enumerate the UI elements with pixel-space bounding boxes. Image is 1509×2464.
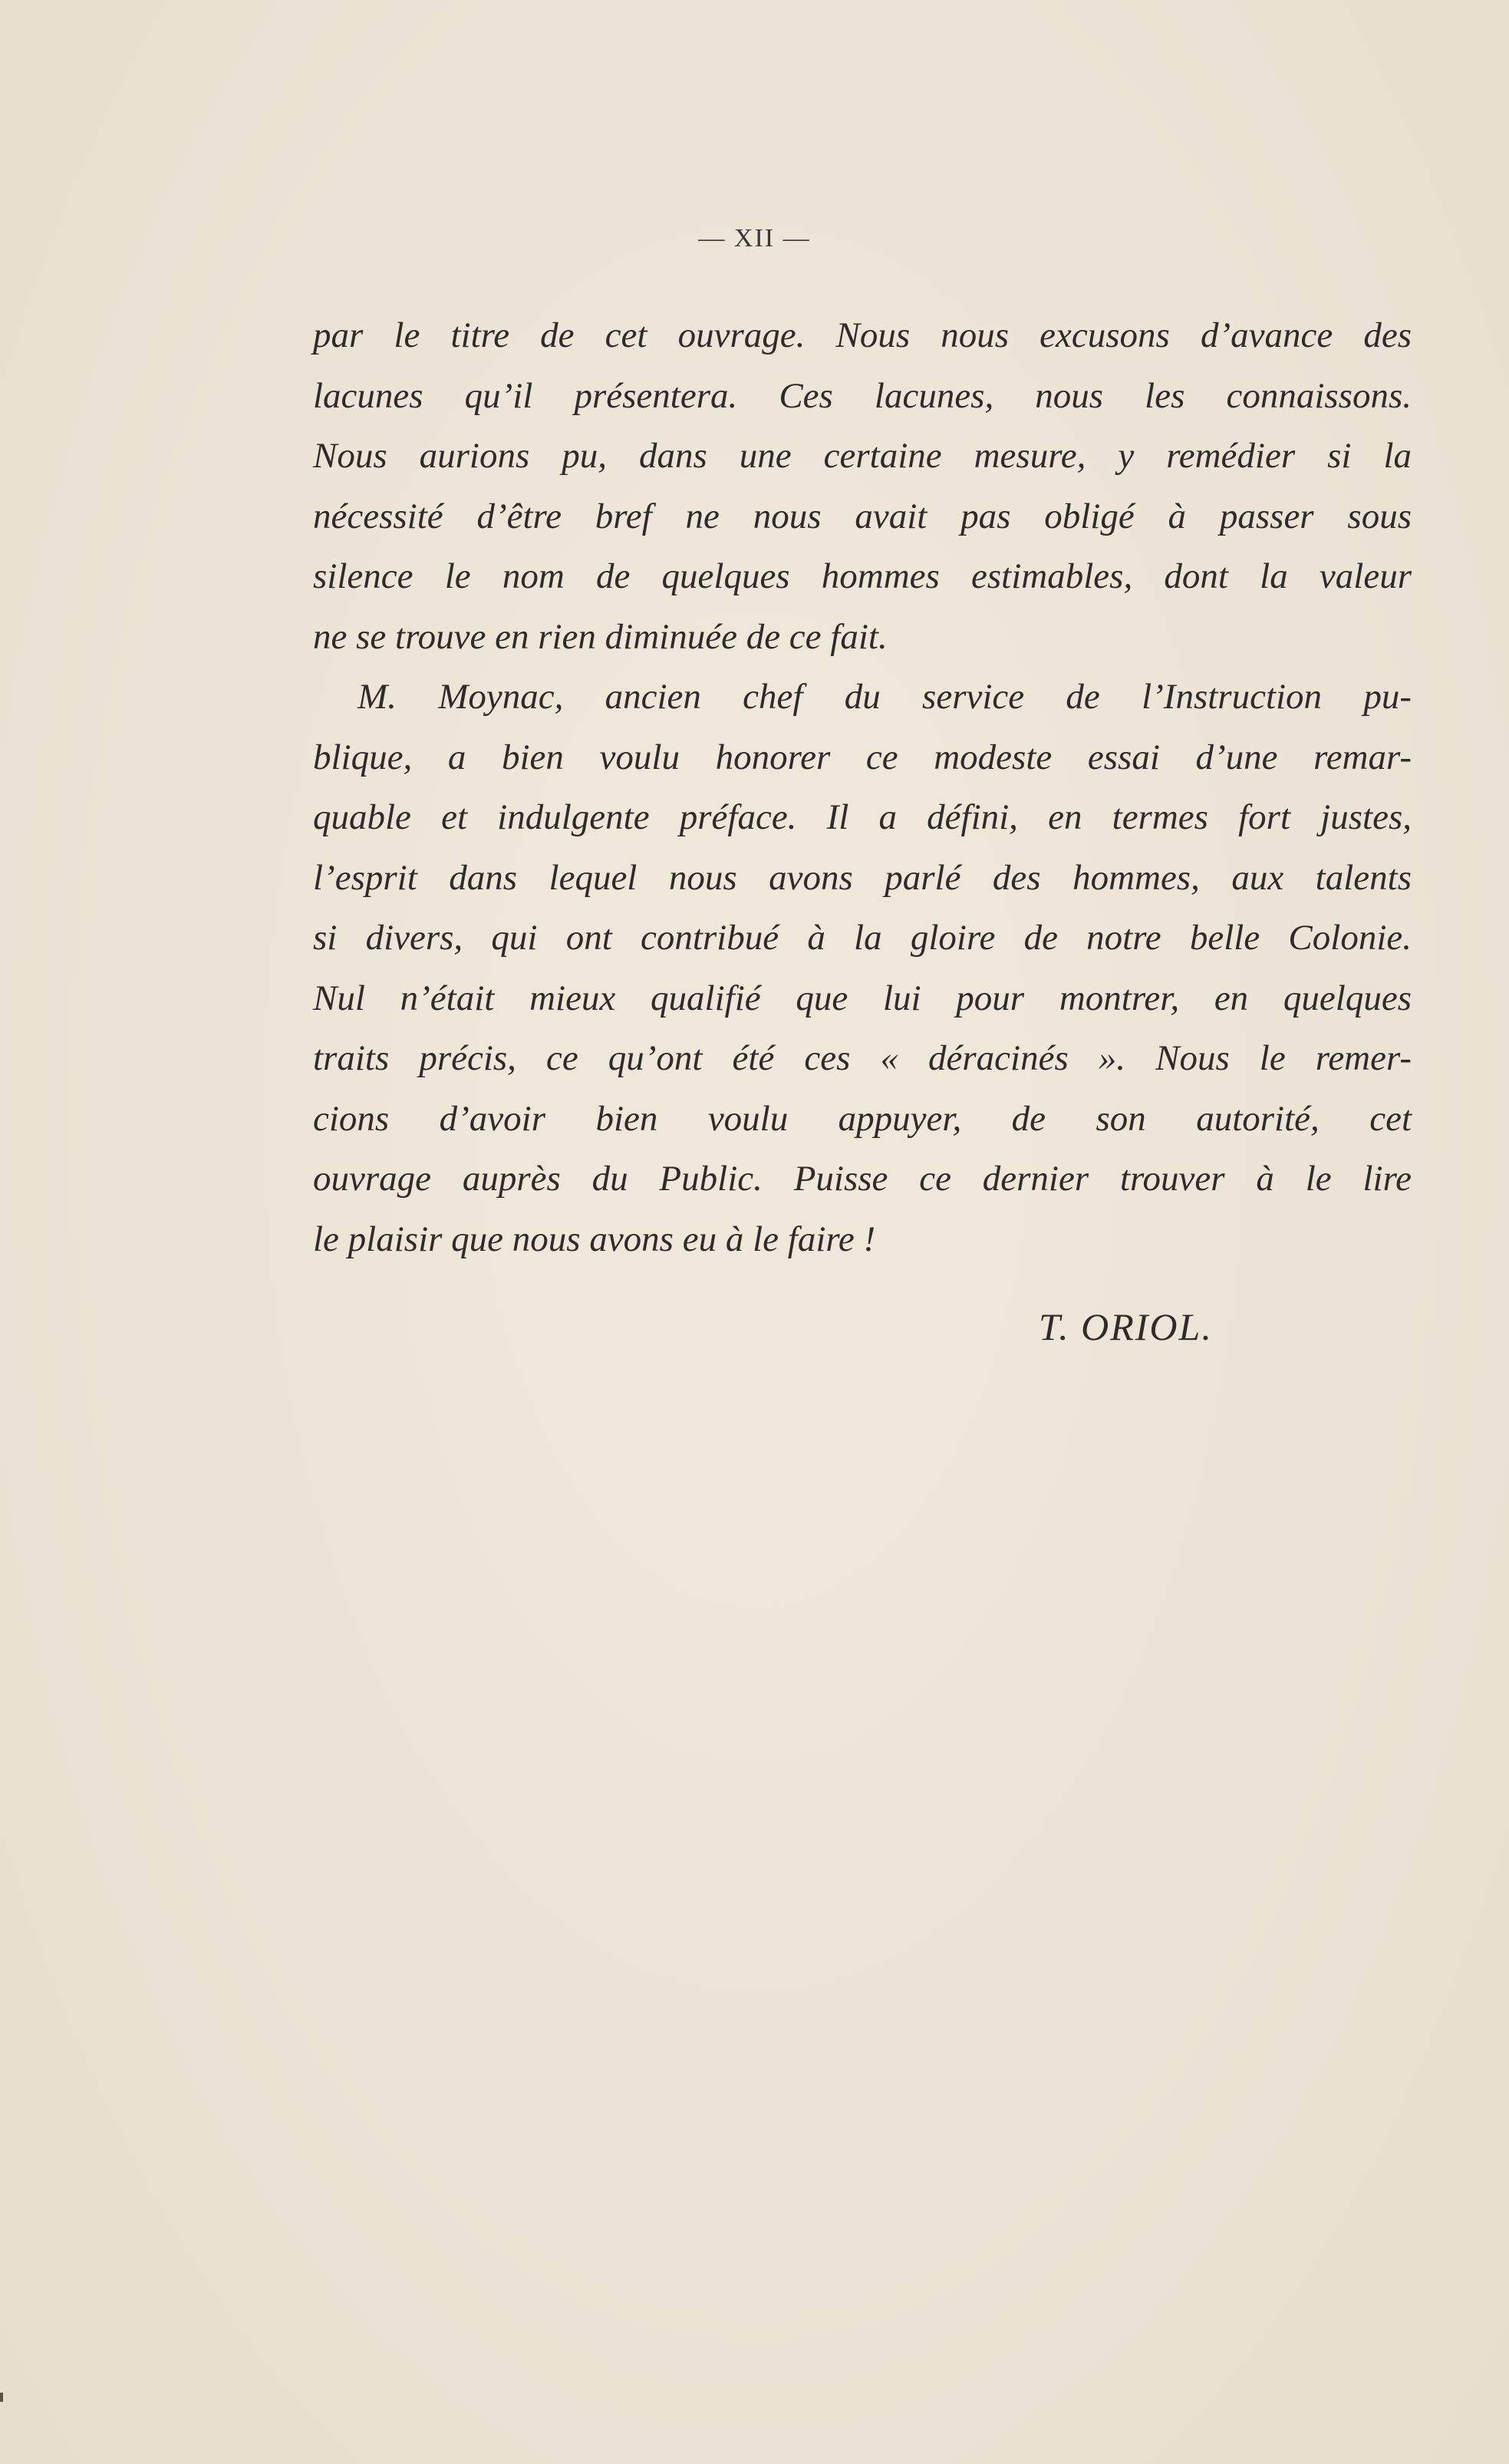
scan-edge-mark (0, 2393, 3, 2402)
text-line: lacunes qu’il présentera. Ces lacunes, nous les connaissons. (313, 375, 1412, 416)
text-line: quable et indulgente préface. Il a défini, en termes fort justes, (313, 797, 1412, 837)
paragraph-1 (313, 305, 1412, 667)
author-signature: T. ORIOL. (1039, 1305, 1213, 1348)
text-line: ne se trouve en rien diminuée de ce fait. (313, 616, 888, 657)
text-line: nécessité d’être bref ne nous avait pas obligé à passer sous (313, 496, 1412, 536)
body-text (313, 305, 1412, 1269)
text-line: le plaisir que nous avons eu à le faire ! (313, 1219, 876, 1259)
text-line: blique, a bien voulu honorer ce modeste essai d’une remar- (313, 737, 1412, 777)
text-line: par le titre de cet ouvrage. Nous nous excusons d’avance des (313, 315, 1412, 355)
page-number: — XII — (698, 224, 811, 252)
text-line: ouvrage auprès du Public. Puisse ce dernier trouver à le lire (313, 1159, 1412, 1199)
text-line: M. Moynac, ancien chef du service de l’Instruction pu- (357, 677, 1412, 717)
text-line: l’esprit dans lequel nous avons parlé des hommes, aux talents (313, 857, 1412, 898)
text-line: traits précis, ce qu’ont été ces « déracinés ». Nous le remer- (313, 1038, 1412, 1078)
text-line: Nul n’était mieux qualifié que lui pour montrer, en quelques (313, 978, 1412, 1018)
text-line: Nous aurions pu, dans une certaine mesure, y remédier si la (313, 436, 1412, 476)
text-line: si divers, qui ont contribué à la gloire de notre belle Colonie. (313, 918, 1412, 958)
paragraph-2 (313, 667, 1412, 1269)
text-line: silence le nom de quelques hommes estimables, dont la valeur (313, 556, 1412, 596)
text-line: cions d’avoir bien voulu appuyer, de son autorité, cet (313, 1098, 1412, 1139)
